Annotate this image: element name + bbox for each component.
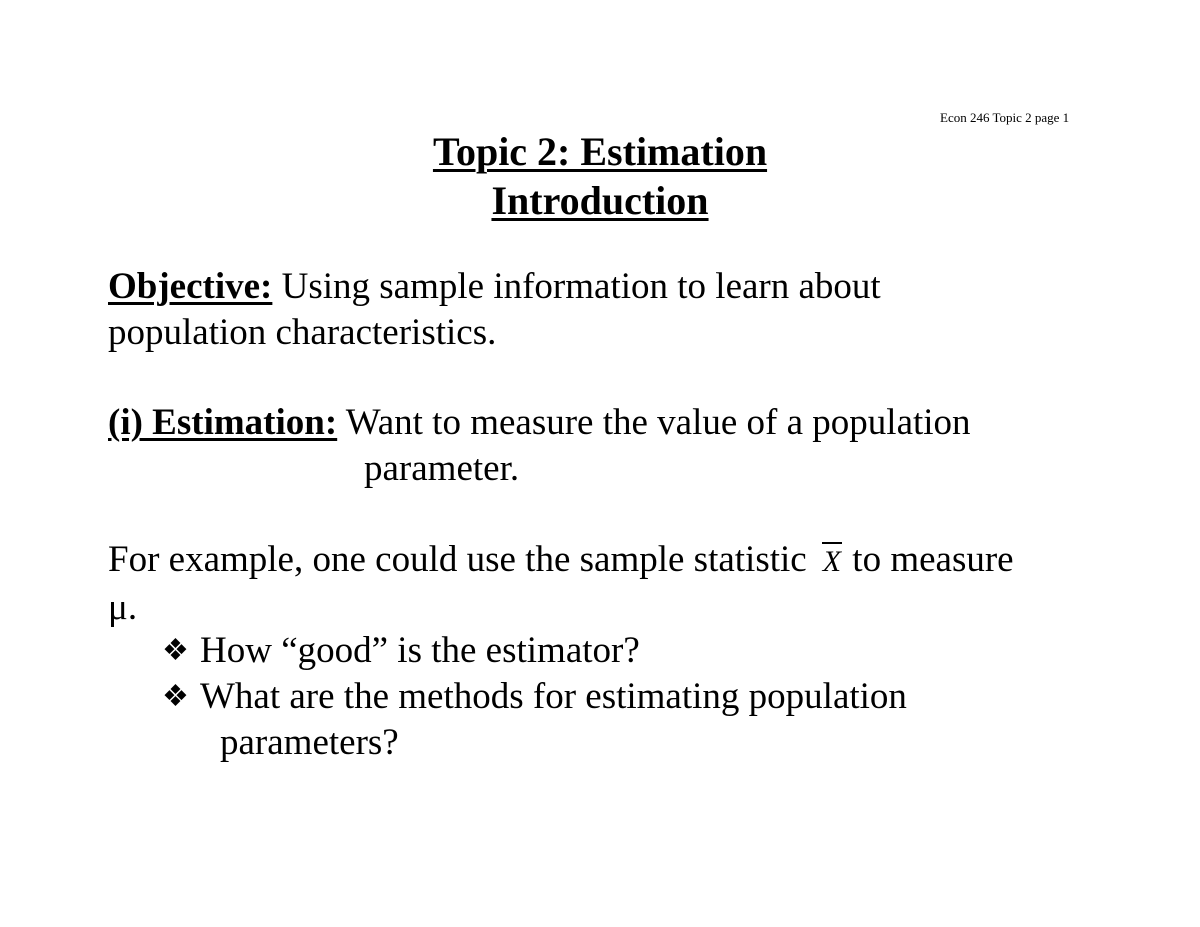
estimation-text-1: Want to measure the value of a population: [337, 402, 971, 443]
objective-label: Objective:: [108, 266, 273, 307]
estimation-line-1: [108, 400, 971, 446]
diamond-bullet-icon: ❖: [162, 680, 189, 713]
title-line-2: Introduction: [491, 178, 709, 223]
list-item: [162, 674, 907, 720]
estimation-paragraph: [108, 400, 971, 492]
objective-text-2: population characteristics.: [108, 312, 497, 353]
objective-line-1: [108, 264, 881, 310]
page-subtitle: [0, 177, 1200, 225]
title-line-1: Topic 2: Estimation: [432, 129, 768, 174]
estimation-label: (i) Estimation:: [108, 402, 338, 443]
example-line-1: [108, 537, 1014, 585]
bullet-text: What are the methods for estimating population: [200, 676, 907, 717]
list-item: [162, 628, 907, 674]
example-line-2: μ.: [108, 587, 138, 628]
objective-text-1: Using sample information to learn about: [272, 266, 881, 307]
page-title: [0, 128, 1200, 176]
x-bar-symbol: X: [821, 539, 843, 585]
example-text-before: For example, one could use the sample statistic: [108, 539, 807, 580]
bullet-list: [162, 628, 907, 766]
example-paragraph: [108, 537, 1014, 631]
estimation-text-2: parameter.: [364, 448, 520, 489]
diamond-bullet-icon: ❖: [162, 634, 189, 667]
example-text-after: to measure: [843, 539, 1014, 580]
page-header-label: Econ 246 Topic 2 page 1: [940, 110, 1070, 125]
bullet-continuation: parameters?: [220, 722, 399, 763]
bullet-text: How “good” is the estimator?: [200, 630, 640, 671]
objective-paragraph: [108, 264, 881, 356]
